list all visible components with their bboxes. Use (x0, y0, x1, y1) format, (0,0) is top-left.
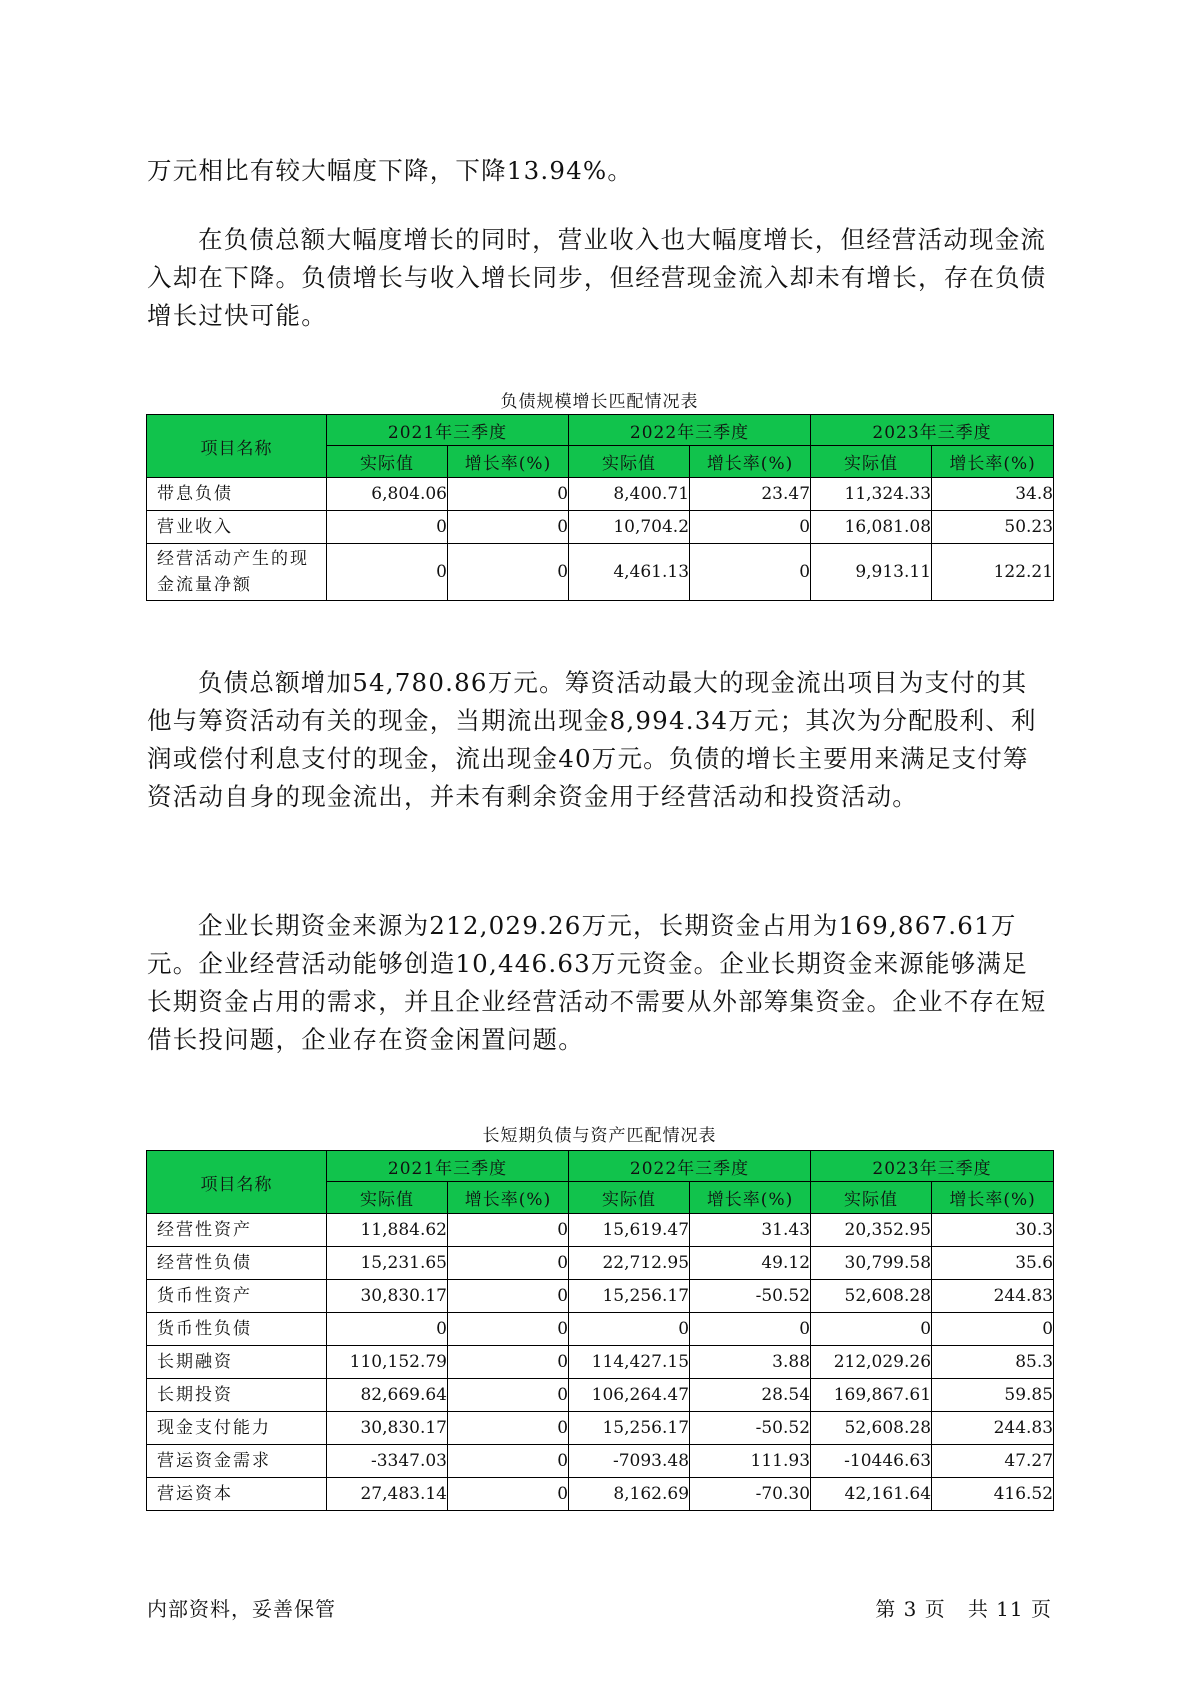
cell-value: 8,400.71 (569, 478, 690, 511)
header-actual: 实际值 (569, 446, 690, 478)
header-actual: 实际值 (811, 446, 932, 478)
cell-value: 49.12 (690, 1247, 811, 1280)
cell-value: 0 (448, 478, 569, 511)
cell-value: 0 (448, 1412, 569, 1445)
table2-caption: 长短期负债与资产匹配情况表 (482, 1126, 717, 1146)
header-growth: 增长率(%) (690, 446, 811, 478)
cell-value: 30.3 (932, 1214, 1054, 1247)
header-year-2022: 2022年三季度 (569, 1151, 811, 1182)
cell-value: 0 (811, 1313, 932, 1346)
cell-value: -3347.03 (327, 1445, 448, 1478)
header-growth: 增长率(%) (932, 446, 1054, 478)
cell-value: 35.6 (932, 1247, 1054, 1280)
header-year-2022: 2022年三季度 (569, 415, 811, 446)
cell-value: 114,427.15 (569, 1346, 690, 1379)
cell-value: 30,830.17 (327, 1412, 448, 1445)
cell-value: 52,608.28 (811, 1280, 932, 1313)
cell-value: 169,867.61 (811, 1379, 932, 1412)
row-label: 货币性资产 (147, 1280, 327, 1313)
cell-value: 0 (448, 1379, 569, 1412)
cell-value: -7093.48 (569, 1445, 690, 1478)
cell-value: 8,162.69 (569, 1478, 690, 1511)
row-label: 营运资本 (147, 1478, 327, 1511)
cell-value: -10446.63 (811, 1445, 932, 1478)
cell-value: 212,029.26 (811, 1346, 932, 1379)
long-short-term-matching-table (146, 1150, 1054, 1511)
paragraph-debt-revenue (147, 221, 1052, 335)
cell-value: 0 (327, 511, 448, 544)
cell-value: 0 (932, 1313, 1054, 1346)
cell-value: 52,608.28 (811, 1412, 932, 1445)
paragraph-text: 企业长期资金来源为212,029.26万元，长期资金占用为169,867.61万元。企业经营活动能够创造10,446.63万元资金。企业长期资金来源能够满足长期资金占用的需求，并且企业经营活动不需要从外部筹集资金。企业不存在短借长投问题，企业存在资金闲置问题。 (147, 911, 1047, 1054)
cell-value: 4,461.13 (569, 544, 690, 601)
header-actual: 实际值 (327, 1182, 448, 1214)
row-label: 经营性负债 (147, 1247, 327, 1280)
cell-value: 11,324.33 (811, 478, 932, 511)
table-row (147, 1379, 1054, 1412)
header-item-name: 项目名称 (147, 415, 327, 478)
header-actual: 实际值 (811, 1182, 932, 1214)
row-label: 营运资金需求 (147, 1445, 327, 1478)
paragraph-long-term-funds (147, 907, 1052, 1059)
table-row (147, 1412, 1054, 1445)
cell-value: 0 (448, 1247, 569, 1280)
header-actual: 实际值 (569, 1182, 690, 1214)
cell-value: 85.3 (932, 1346, 1054, 1379)
debt-growth-table (146, 414, 1054, 601)
cell-value: -50.52 (690, 1280, 811, 1313)
cell-value: 0 (327, 544, 448, 601)
header-growth: 增长率(%) (448, 446, 569, 478)
footer-confidential: 内部资料，妥善保管 (147, 1597, 336, 1621)
cell-value: 110,152.79 (327, 1346, 448, 1379)
cell-value: 111.93 (690, 1445, 811, 1478)
table-row (147, 1445, 1054, 1478)
row-label: 长期投资 (147, 1379, 327, 1412)
header-year-2023: 2023年三季度 (811, 1151, 1054, 1182)
table-row (147, 1214, 1054, 1247)
cell-value: 59.85 (932, 1379, 1054, 1412)
cell-value: 0 (448, 1313, 569, 1346)
cell-value: 30,799.58 (811, 1247, 932, 1280)
header-year-2021: 2021年三季度 (327, 415, 569, 446)
cell-value: 15,231.65 (327, 1247, 448, 1280)
cell-value: 0 (448, 544, 569, 601)
cell-value: 15,256.17 (569, 1280, 690, 1313)
header-actual: 实际值 (327, 446, 448, 478)
header-growth: 增长率(%) (448, 1182, 569, 1214)
paragraph-debt-increase (147, 664, 1052, 816)
paragraph-text: 万元相比有较大幅度下降，下降13.94%。 (147, 156, 634, 185)
row-label: 现金支付能力 (147, 1412, 327, 1445)
cell-value: 15,256.17 (569, 1412, 690, 1445)
cell-value: 22,712.95 (569, 1247, 690, 1280)
cell-value: 0 (448, 1214, 569, 1247)
header-growth: 增长率(%) (932, 1182, 1054, 1214)
cell-value: 6,804.06 (327, 478, 448, 511)
header-year-2021: 2021年三季度 (327, 1151, 569, 1182)
cell-value: 0 (569, 1313, 690, 1346)
footer-page-number: 第 3 页 共 11 页 (875, 1597, 1052, 1621)
cell-value: 28.54 (690, 1379, 811, 1412)
header-item-name: 项目名称 (147, 1151, 327, 1214)
cell-value: 0 (448, 511, 569, 544)
cell-value: 15,619.47 (569, 1214, 690, 1247)
cell-value: 34.8 (932, 478, 1054, 511)
cell-value: 30,830.17 (327, 1280, 448, 1313)
cell-value: 50.23 (932, 511, 1054, 544)
cell-value: 244.83 (932, 1280, 1054, 1313)
table-row (147, 544, 1054, 601)
cell-value: 122.21 (932, 544, 1054, 601)
cell-value: 11,884.62 (327, 1214, 448, 1247)
paragraph-continuation (147, 152, 1052, 190)
table-row (147, 1478, 1054, 1511)
table-row (147, 1313, 1054, 1346)
cell-value: 47.27 (932, 1445, 1054, 1478)
cell-value: 0 (327, 1313, 448, 1346)
cell-value: 20,352.95 (811, 1214, 932, 1247)
row-label: 长期融资 (147, 1346, 327, 1379)
cell-value: -70.30 (690, 1478, 811, 1511)
table-row (147, 1346, 1054, 1379)
cell-value: 23.47 (690, 478, 811, 511)
cell-value: 3.88 (690, 1346, 811, 1379)
table-row (147, 1280, 1054, 1313)
cell-value: 416.52 (932, 1478, 1054, 1511)
cell-value: -50.52 (690, 1412, 811, 1445)
cell-value: 16,081.08 (811, 511, 932, 544)
cell-value: 0 (448, 1445, 569, 1478)
cell-value: 42,161.64 (811, 1478, 932, 1511)
paragraph-text: 在负债总额大幅度增长的同时，营业收入也大幅度增长，但经营活动现金流入却在下降。负债增长与收入增长同步，但经营现金流入却未有增长，存在负债增长过快可能。 (147, 225, 1047, 330)
row-label: 带息负债 (147, 478, 327, 511)
cell-value: 27,483.14 (327, 1478, 448, 1511)
cell-value: 10,704.2 (569, 511, 690, 544)
table1-caption: 负债规模增长匹配情况表 (500, 392, 699, 412)
table-row (147, 511, 1054, 544)
cell-value: 0 (448, 1346, 569, 1379)
cell-value: 0 (690, 511, 811, 544)
row-label: 经营活动产生的现金流量净额 (147, 544, 327, 601)
table-row (147, 1247, 1054, 1280)
paragraph-text: 负债总额增加54,780.86万元。筹资活动最大的现金流出项目为支付的其他与筹资活动有关的现金，当期流出现金8,994.34万元；其次为分配股利、利润或偿付利息支付的现金，流出现金40万元。负债的增长主要用来满足支付筹资活动自身的现金流出，并未有剩余资金用于经营活动和投资活动。 (147, 668, 1037, 811)
row-label: 货币性负债 (147, 1313, 327, 1346)
header-year-2023: 2023年三季度 (811, 415, 1054, 446)
row-label: 经营性资产 (147, 1214, 327, 1247)
header-growth: 增长率(%) (690, 1182, 811, 1214)
cell-value: 82,669.64 (327, 1379, 448, 1412)
table-row (147, 478, 1054, 511)
cell-value: 0 (448, 1478, 569, 1511)
cell-value: 0 (690, 544, 811, 601)
row-label: 营业收入 (147, 511, 327, 544)
cell-value: 31.43 (690, 1214, 811, 1247)
cell-value: 9,913.11 (811, 544, 932, 601)
cell-value: 244.83 (932, 1412, 1054, 1445)
cell-value: 0 (448, 1280, 569, 1313)
cell-value: 0 (690, 1313, 811, 1346)
cell-value: 106,264.47 (569, 1379, 690, 1412)
